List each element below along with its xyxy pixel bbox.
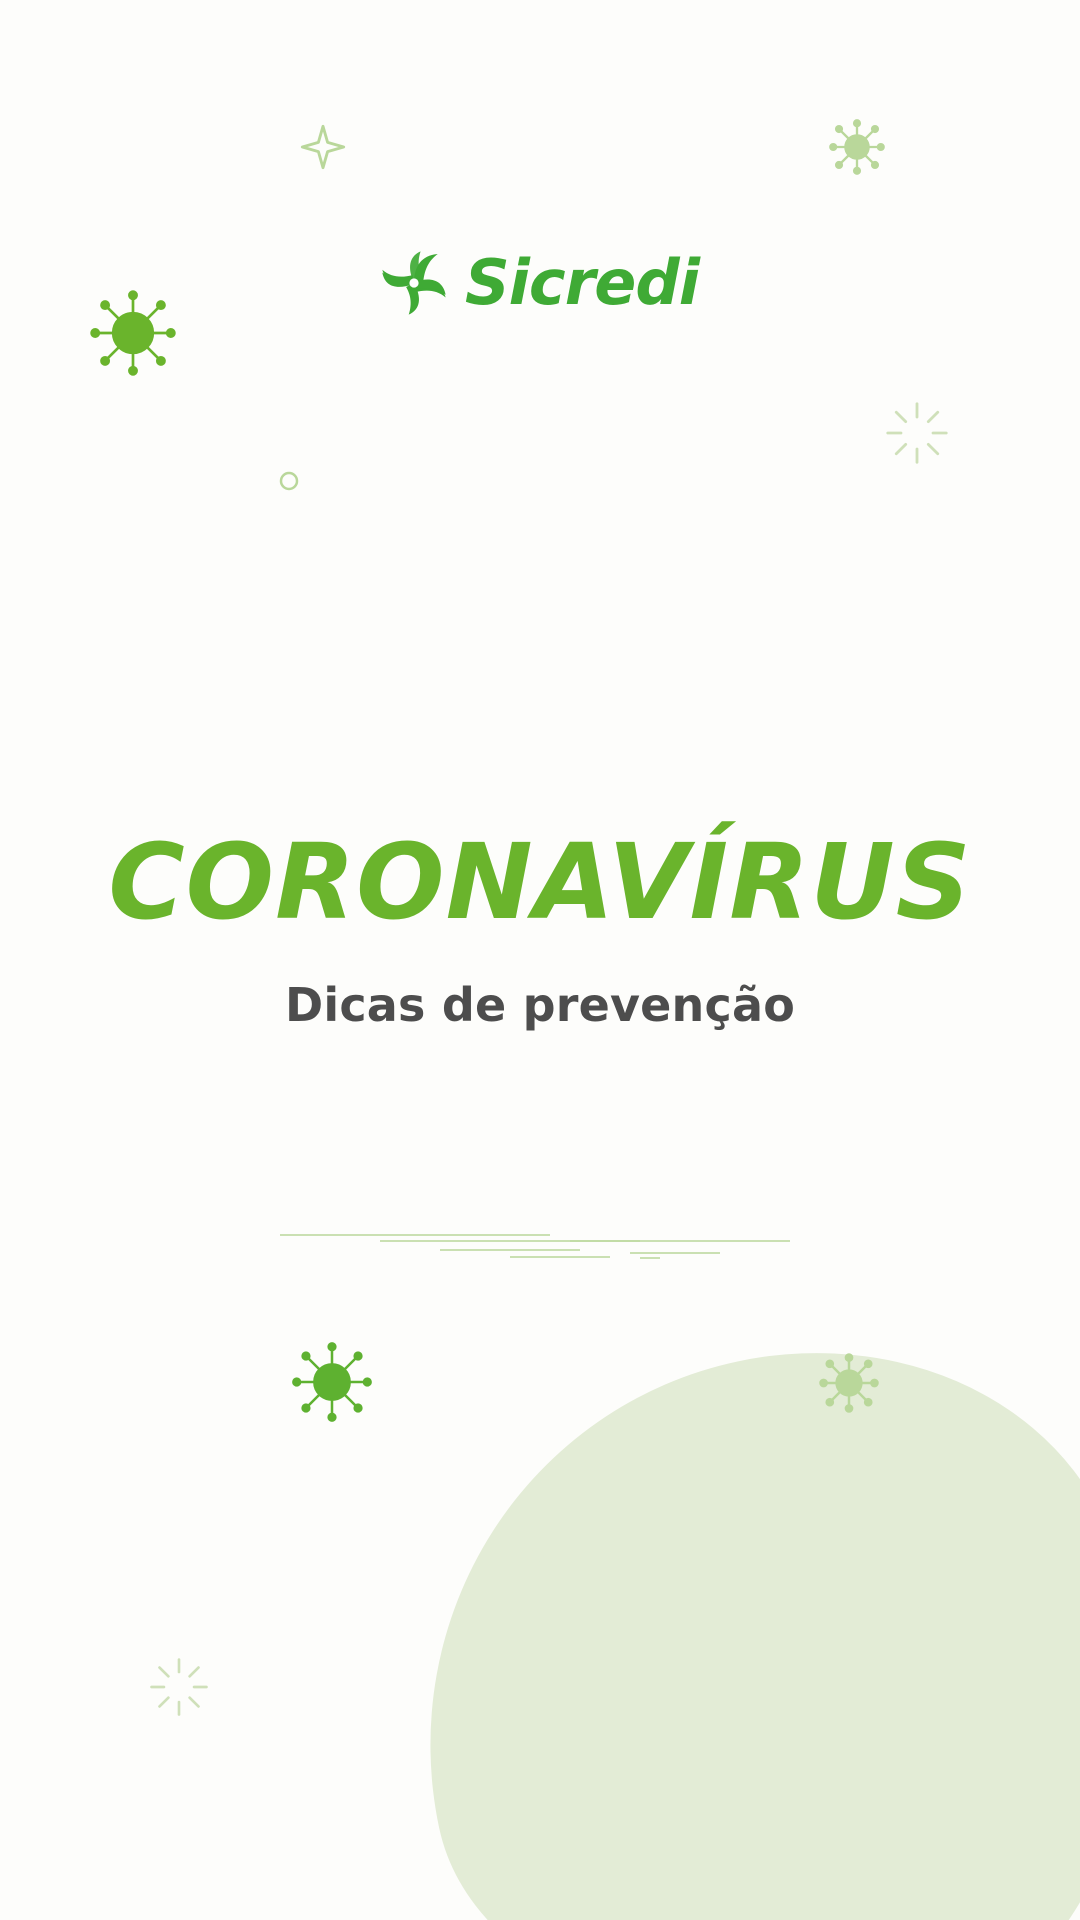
circle-outline-icon <box>278 470 300 497</box>
burst-icon <box>884 400 950 471</box>
virus-icon <box>290 1340 374 1429</box>
brand-name: Sicredi <box>465 246 699 319</box>
lines-graphic-decoration <box>0 1225 1080 1265</box>
page-subtitle: Dicas de prevenção <box>284 978 796 1032</box>
sicredi-pinwheel-icon <box>381 250 447 316</box>
page-title: CORONAVÍRUS <box>108 821 972 943</box>
brand-logo <box>0 246 1080 319</box>
headline-block <box>0 821 1080 1032</box>
virus-icon <box>828 118 886 181</box>
sparkle-icon <box>300 124 346 175</box>
burst-icon <box>148 1656 210 1723</box>
virus-icon <box>818 1352 880 1419</box>
